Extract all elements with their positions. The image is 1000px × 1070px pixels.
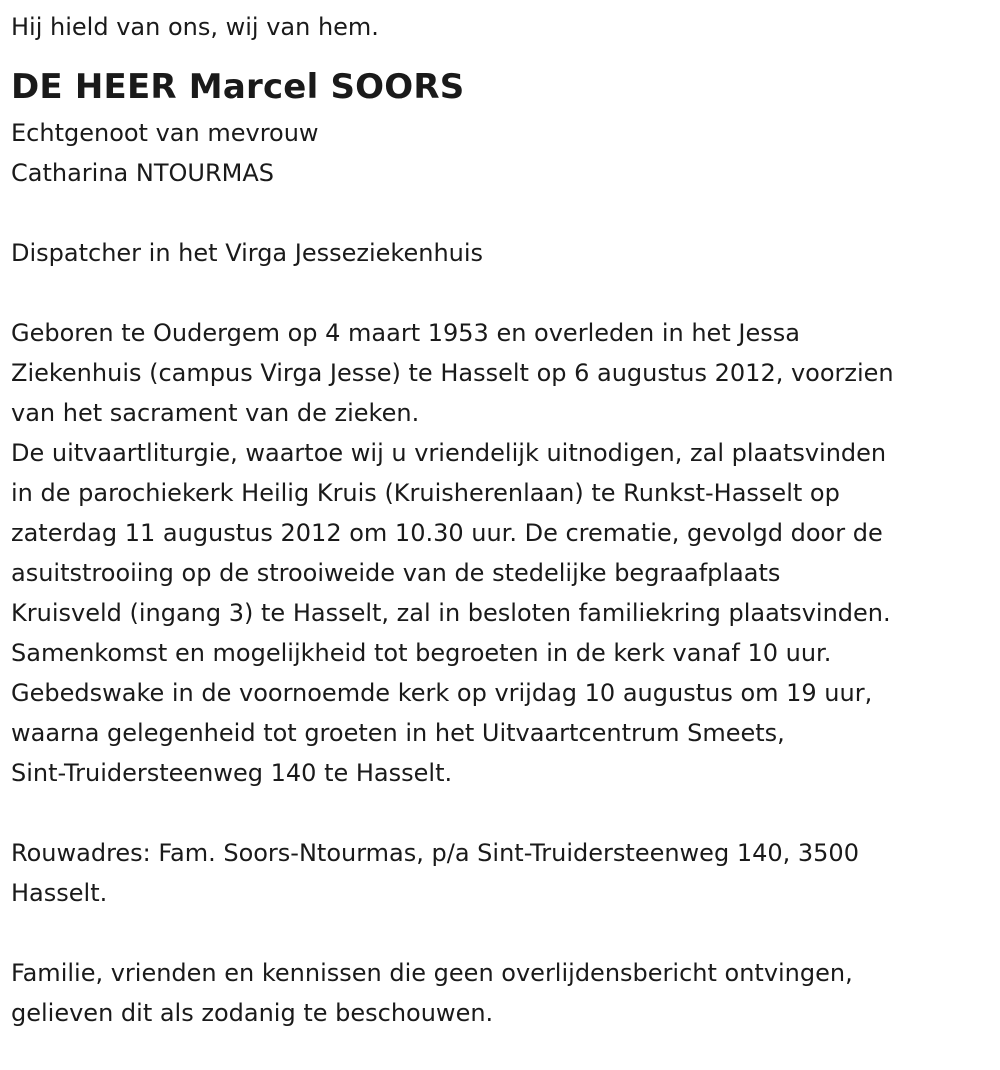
details-line: Sint-Truidersteenweg 140 te Hasselt. [11, 759, 453, 787]
details-line: zaterdag 11 augustus 2012 om 10.30 uur. De crematie, gevolgd door de [11, 519, 883, 547]
details-line: in de parochiekerk Heilig Kruis (Kruisherenlaan) te Runkst-Hasselt op [11, 479, 840, 507]
address-line: Rouwadres: Fam. Soors-Ntourmas, p/a Sint-Truidersteenweg 140, 3500 [11, 839, 859, 867]
motto: Hij hield van ons, wij van hem. [11, 13, 379, 41]
closing-line: Familie, vrienden en kennissen die geen overlijdensbericht ontvingen, [11, 959, 853, 987]
details-line: Kruisveld (ingang 3) te Hasselt, zal in besloten familiekring plaatsvinden. [11, 599, 891, 627]
address-line: Hasselt. [11, 879, 108, 907]
spacer [11, 793, 986, 833]
details-line: van het sacrament van de zieken. [11, 399, 420, 427]
closing-note [11, 953, 986, 1033]
details-line: Samenkomst en mogelijkheid tot begroeten in de kerk vanaf 10 uur. [11, 639, 832, 667]
obituary-document [11, 7, 986, 1033]
details-line: Ziekenhuis (campus Virga Jesse) te Hasselt op 6 augustus 2012, voorzien [11, 359, 894, 387]
spacer [11, 913, 986, 953]
closing-line: gelieven dit als zodanig te beschouwen. [11, 999, 494, 1027]
details-line: Gebedswake in de voornoemde kerk op vrijdag 10 augustus om 19 uur, [11, 679, 873, 707]
spouse-name: Catharina NTOURMAS [11, 159, 274, 187]
spacer [11, 193, 986, 233]
details-paragraph [11, 313, 986, 793]
spouse-block [11, 113, 986, 193]
spacer [11, 273, 986, 313]
details-line: asuitstrooiing op de strooiweide van de stedelijke begraafplaats [11, 559, 781, 587]
details-line: waarna gelegenheid tot groeten in het Uitvaartcentrum Smeets, [11, 719, 785, 747]
deceased-name-title: DE HEER Marcel SOORS [11, 67, 465, 107]
spouse-line: Echtgenoot van mevrouw [11, 119, 319, 147]
details-line: Geboren te Oudergem op 4 maart 1953 en overleden in het Jessa [11, 319, 800, 347]
details-line: De uitvaartliturgie, waartoe wij u vriendelijk uitnodigen, zal plaatsvinden [11, 439, 887, 467]
mourning-address [11, 833, 986, 913]
occupation: Dispatcher in het Virga Jesseziekenhuis [11, 239, 484, 267]
